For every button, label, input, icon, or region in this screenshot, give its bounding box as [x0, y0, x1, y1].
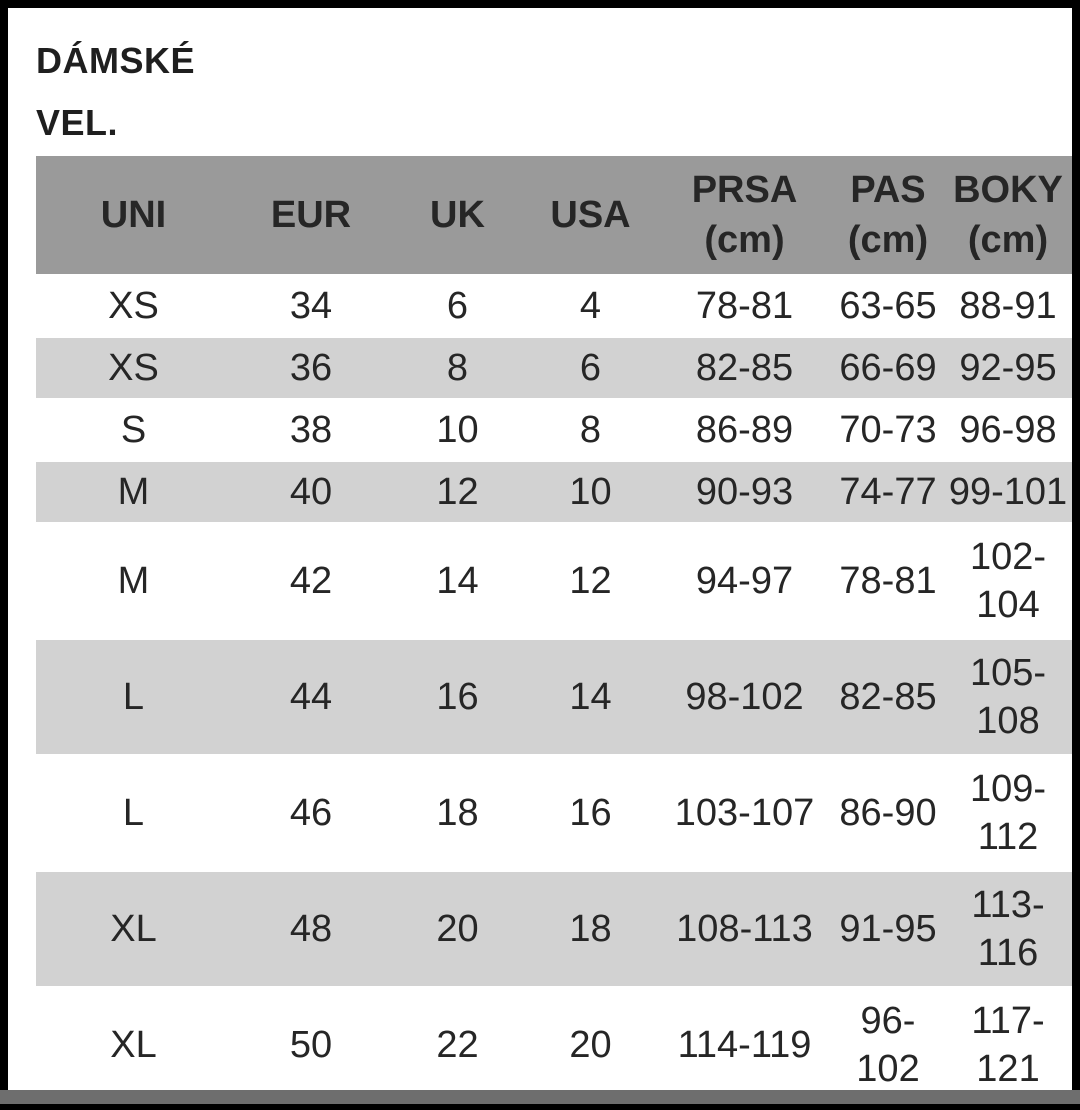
table-cell: 10 [524, 462, 657, 522]
table-row [36, 988, 1072, 1090]
table-cell: 108-113 [657, 872, 832, 986]
table-cell: 90-93 [657, 462, 832, 522]
table-cell: 20 [391, 872, 524, 986]
table-cell: L [36, 640, 231, 754]
next-section-edge [0, 1090, 1080, 1104]
table-cell: XS [108, 285, 159, 327]
header-cell [524, 156, 657, 274]
header-cell [36, 156, 231, 274]
table-cell: 78-81 [695, 285, 794, 327]
table-cell: 12 [569, 560, 612, 602]
table-cell: M [36, 462, 231, 522]
page-title-line1: DÁMSKÉ [36, 40, 196, 81]
table-cell: 4 [579, 285, 602, 327]
table-cell: 91-95 [832, 872, 944, 986]
table-cell: 20 [569, 1024, 612, 1066]
table-cell: 42 [289, 560, 333, 602]
table-cell: M [117, 560, 150, 602]
table-cell: 8 [579, 409, 602, 451]
table-cell: 114-119 [677, 1024, 812, 1066]
table-cell: 10 [436, 409, 479, 451]
header-row [36, 156, 1072, 274]
table-cell: 40 [231, 462, 391, 522]
table-cell: 18 [436, 792, 479, 834]
table-row [36, 872, 1072, 986]
table-cell: 86-89 [695, 409, 794, 451]
header-unit: (cm) [847, 219, 929, 261]
table-row [36, 400, 1072, 460]
table-cell: 94-97 [695, 560, 794, 602]
table-cell: 88-91 [959, 285, 1057, 327]
table-cell: S [120, 409, 147, 451]
table-cell: 34 [289, 285, 333, 327]
table-row [36, 524, 1072, 638]
table-cell: 113-116 [944, 872, 1072, 986]
table-cell: XL [110, 1024, 157, 1066]
table-cell: 103-107 [674, 792, 815, 834]
table-cell: 18 [524, 872, 657, 986]
header-label: PRSA [691, 169, 798, 211]
table-cell: 105-108 [944, 640, 1072, 754]
table-cell: 78-81 [839, 560, 937, 602]
table-cell: 36 [231, 338, 391, 398]
header-label: BOKY [953, 169, 1063, 211]
table-cell: 50 [289, 1024, 333, 1066]
table-cell: 16 [391, 640, 524, 754]
header-unit: (cm) [704, 219, 785, 261]
table-cell: 99-101 [944, 462, 1072, 522]
table-cell: 74-77 [832, 462, 944, 522]
table-cell: 98-102 [657, 640, 832, 754]
table-cell: 82-85 [657, 338, 832, 398]
size-table-body [36, 276, 1072, 1090]
table-cell: 48 [231, 872, 391, 986]
table-row [36, 462, 1072, 522]
page-title [8, 8, 1072, 154]
table-cell: 16 [569, 792, 612, 834]
table-cell: 63-65 [839, 285, 937, 327]
table-row [36, 276, 1072, 336]
table-row [36, 756, 1072, 870]
header-unit: (cm) [967, 219, 1049, 261]
table-cell: 117-121 [971, 1000, 1045, 1090]
table-cell: 92-95 [944, 338, 1072, 398]
table-cell: 86-90 [839, 792, 937, 834]
header-label: EUR [270, 194, 352, 236]
header-label: UNI [100, 194, 167, 236]
table-cell: 44 [231, 640, 391, 754]
table-cell: XS [36, 338, 231, 398]
table-cell: 6 [524, 338, 657, 398]
table-cell: 14 [524, 640, 657, 754]
table-cell: XL [36, 872, 231, 986]
table-cell: 6 [446, 285, 469, 327]
womens-size-table [36, 154, 1072, 1090]
size-table-head [36, 156, 1072, 274]
header-label: USA [550, 194, 631, 236]
header-cell [391, 156, 524, 274]
table-cell: 82-85 [832, 640, 944, 754]
table-cell: 14 [436, 560, 479, 602]
table-cell: 96-102 [856, 1000, 920, 1090]
header-cell [231, 156, 391, 274]
header-label: UK [430, 194, 485, 236]
table-cell: 22 [436, 1024, 479, 1066]
header-label: PAS [850, 169, 926, 211]
table-cell: 96-98 [959, 409, 1057, 451]
header-cell [657, 156, 832, 274]
table-cell: 46 [289, 792, 333, 834]
table-cell: L [122, 792, 145, 834]
table-cell: 70-73 [839, 409, 937, 451]
header-cell [832, 156, 944, 274]
table-cell: 8 [391, 338, 524, 398]
table-cell: 109-112 [969, 768, 1047, 858]
content-area [8, 8, 1072, 1090]
table-row [36, 640, 1072, 754]
table-cell: 102-104 [969, 536, 1047, 626]
table-row [36, 338, 1072, 398]
table-cell: 12 [391, 462, 524, 522]
table-cell: 66-69 [832, 338, 944, 398]
page-title-line2: VEL. [36, 102, 119, 143]
table-cell: 38 [289, 409, 333, 451]
header-cell [944, 156, 1072, 274]
